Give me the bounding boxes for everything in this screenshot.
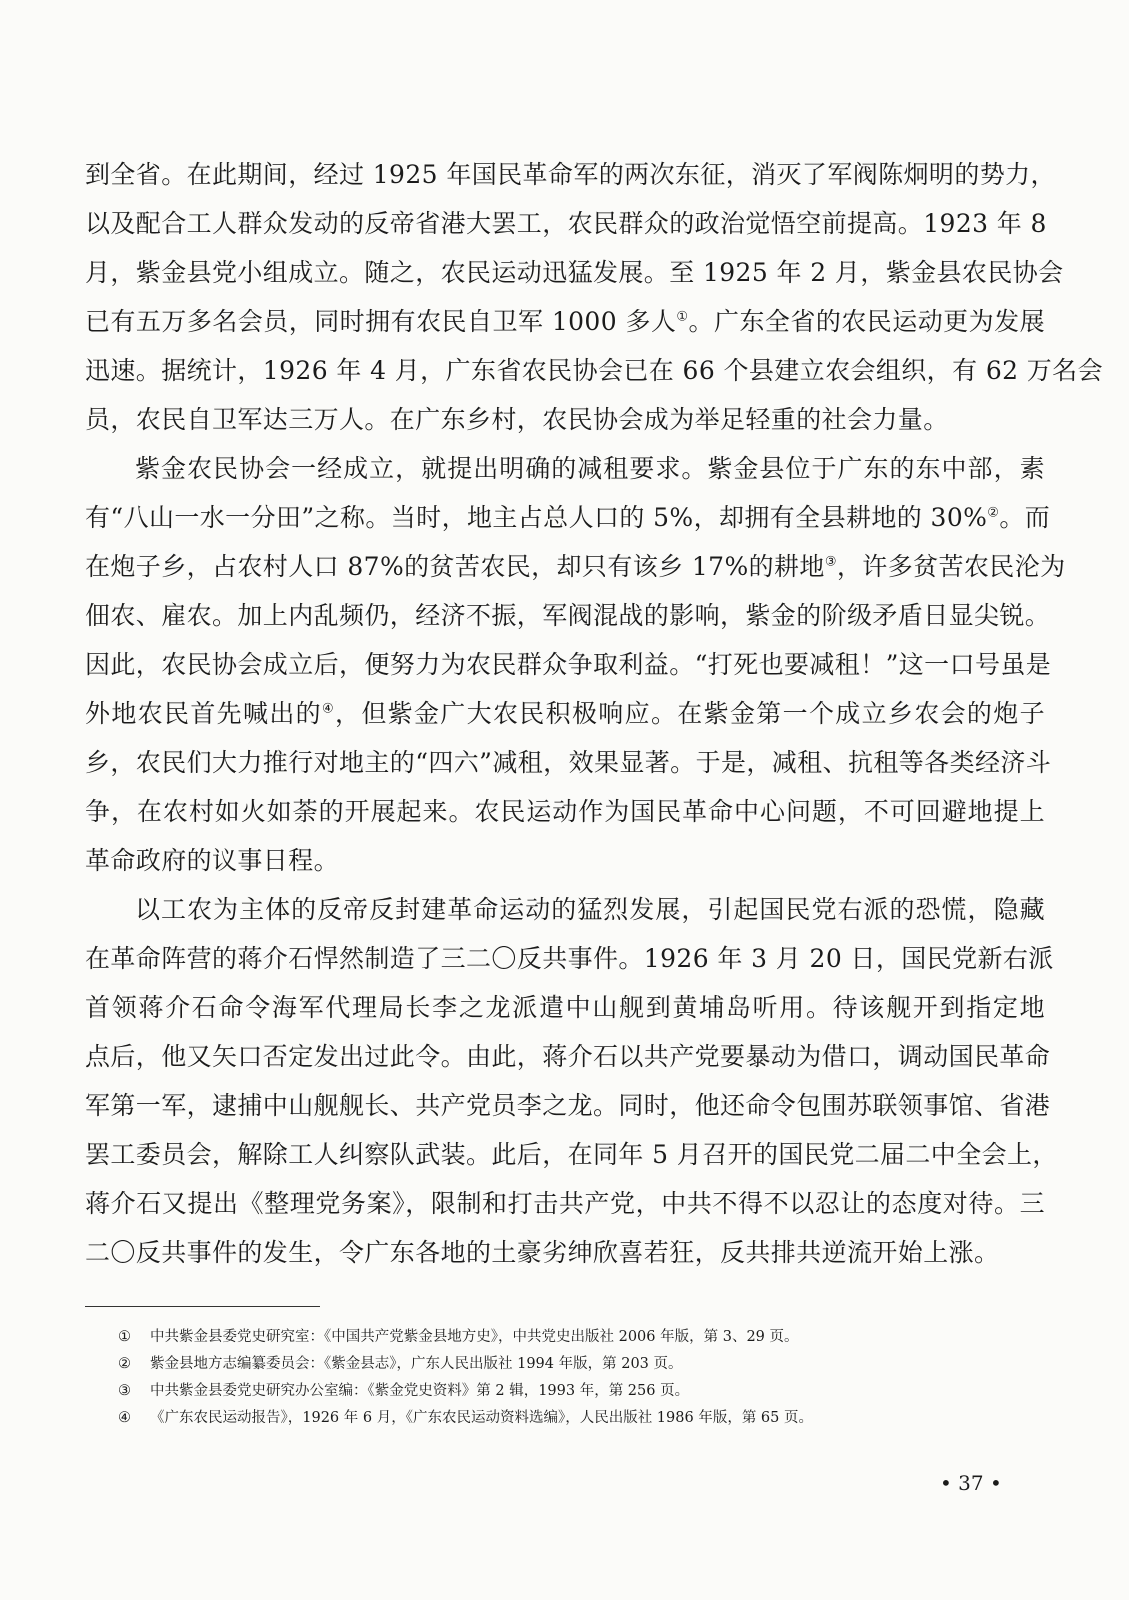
- text-line: 二〇反共事件的发生，令广东各地的土豪劣绅欣喜若狂，反共排共逆流开始上涨。: [85, 1238, 1000, 1267]
- text-run: 。广东全省的农民运动更为发展: [688, 307, 1045, 336]
- footnote-divider: [85, 1306, 320, 1307]
- footnote-mark: ②: [118, 1356, 131, 1372]
- footnote-ref-3[interactable]: ③: [824, 554, 837, 570]
- footnote-text: 紫金县地方志编纂委员会：《紫金县志》，广东人民出版社 1994 年版，第 203 页。: [150, 1356, 683, 1372]
- text-line: 员，农民自卫军达三万人。在广东乡村，农民协会成为举足轻重的社会力量。: [85, 405, 949, 434]
- text-line: 月，紫金县党小组成立。随之，农民运动迅猛发展。至 1925 年 2 月，紫金县农民协会: [85, 258, 1064, 287]
- footnote-ref-2[interactable]: ②: [987, 505, 1000, 521]
- text-line: 以工农为主体的反帝反封建革命运动的猛烈发展，引起国民党右派的恐慌，隐藏: [135, 895, 1045, 924]
- text-line: 首领蒋介石命令海军代理局长李之龙派遣中山舰到黄埔岛听用。待该舰开到指定地: [85, 993, 1045, 1022]
- footnote-text: 中共紫金县委党史研究办公室编：《紫金党史资料》第 2 辑，1993 年，第 256 页。: [150, 1383, 690, 1399]
- page-number: • 37 •: [940, 1471, 1002, 1495]
- text-line: 因此，农民协会成立后，便努力为农民群众争取利益。“打死也要减租！”这一口号虽是: [85, 650, 1052, 679]
- text-line: [85, 550, 1066, 584]
- text-line: 紫金农民协会一经成立，就提出明确的减租要求。紫金县位于广东的东中部，素: [135, 454, 1045, 483]
- footnote-mark: ④: [118, 1410, 131, 1426]
- text-run: 外地农民首先喊出的: [85, 699, 322, 728]
- text-line: [85, 305, 1045, 339]
- text-line: 以及配合工人群众发动的反帝省港大罢工，农民群众的政治觉悟空前提高。1923 年 8: [85, 209, 1047, 238]
- footnote-item: [118, 1353, 1038, 1375]
- text-line: [85, 697, 1045, 731]
- text-line: 蒋介石又提出《整理党务案》，限制和打击共产党，中共不得不以忍让的态度对待。三: [85, 1189, 1045, 1218]
- text-run: 在炮子乡，占农村人口 87%的贫苦农民，却只有该乡 17%的耕地: [85, 552, 825, 581]
- footnote-mark: ①: [118, 1329, 131, 1345]
- footnote-text: 中共紫金县委党史研究室：《中国共产党紫金县地方史》，中共党史出版社 2006 年版，第 3、29 页。: [150, 1329, 799, 1345]
- text-line: 点后，他又矢口否定发出过此令。由此，蒋介石以共产党要暴动为借口，调动国民革命: [85, 1042, 1051, 1071]
- text-line: 革命政府的议事日程。: [85, 846, 340, 875]
- text-line: 争，在农村如火如荼的开展起来。农民运动作为国民革命中心问题，不可回避地提上: [85, 797, 1045, 826]
- text-run: ，但紫金广大农民积极响应。在紫金第一个成立乡农会的炮子: [334, 699, 1045, 728]
- text-line: 罢工委员会，解除工人纠察队武装。此后，在同年 5 月召开的国民党二届二中全会上，: [85, 1140, 1058, 1169]
- text-line: 佃农、雇农。加上内乱频仍，经济不振，军阀混战的影响，紫金的阶级矛盾日显尖锐。: [85, 601, 1051, 630]
- footnote-item: [118, 1380, 1038, 1402]
- text-line: 军第一军，逮捕中山舰舰长、共产党员李之龙。同时，他还命令包围苏联领事馆、省港: [85, 1091, 1051, 1120]
- text-run: ，许多贫苦农民沦为: [836, 552, 1066, 581]
- text-run: 。而: [999, 503, 1051, 532]
- text-line: 到全省。在此期间，经过 1925 年国民革命军的两次东征，消灭了军阀陈炯明的势力，: [85, 160, 1056, 189]
- text-line: 乡，农民们大力推行对地主的“四六”减租，效果显著。于是，减租、抗租等各类经济斗: [85, 748, 1052, 777]
- text-line: 在革命阵营的蒋介石悍然制造了三二〇反共事件。1926 年 3 月 20 日，国民党新右派: [85, 944, 1054, 973]
- text-line: [85, 501, 1051, 535]
- footnote-ref-4[interactable]: ④: [321, 701, 335, 717]
- text-run: 有“八山一水一分田”之称。当时，地主占总人口的 5%，却拥有全县耕地的 30%: [85, 503, 988, 532]
- footnote-ref-1[interactable]: ①: [676, 309, 689, 325]
- footnote-text: 《广东农民运动报告》，1926 年 6 月，《广东农民运动资料选编》，人民出版社 1986 年版，第 65 页。: [150, 1410, 813, 1426]
- text-run: 已有五万多名会员，同时拥有农民自卫军 1000 多人: [85, 307, 677, 336]
- footnote-mark: ③: [118, 1383, 131, 1399]
- footnote-item: [118, 1407, 1038, 1429]
- footnote-item: [118, 1326, 1038, 1348]
- text-line: 迅速。据统计，1926 年 4 月，广东省农民协会已在 66 个县建立农会组织，有 62 万名会: [85, 356, 1103, 385]
